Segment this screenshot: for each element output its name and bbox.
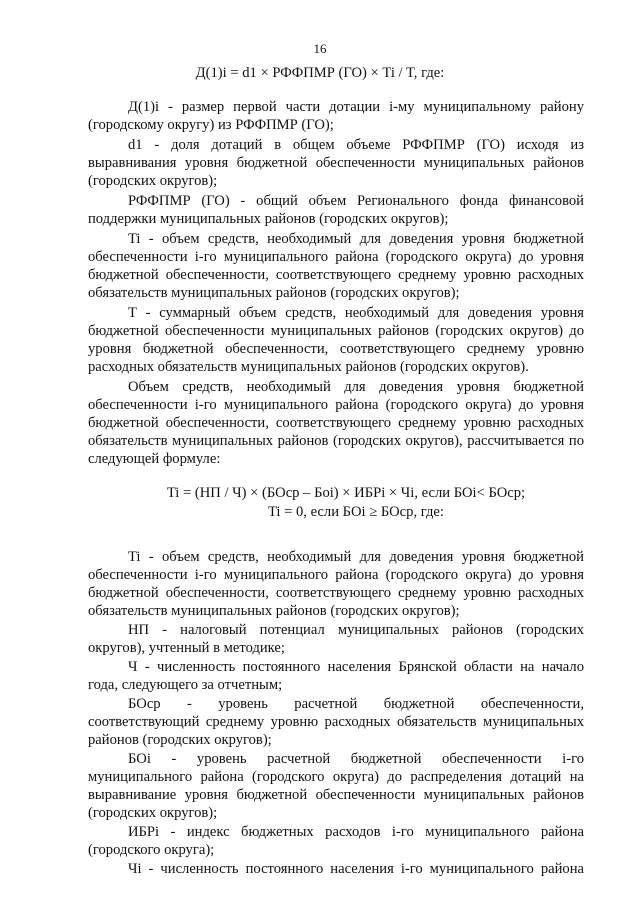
document-body (88, 98, 584, 879)
definition-chi: Чi - численность постоянного населения i-го муниципального района (128, 861, 584, 877)
definition-np: НП - налоговый потенциал муниципальных районов (городских округов), учтенный в методике; (88, 622, 584, 656)
paragraph-rffpmr-definition: РФФПМР (ГО) - общий объем Регионального фонда финансовой поддержки муниципальных районов (городских округов); (88, 193, 584, 227)
definition-boi: БОi - уровень расчетной бюджетной обеспеченности i-го муниципального района (городского округа) до распределения дотаций на выравнивание уровня бюджетной обеспеченности муниципальных районов (городских округов); (88, 751, 584, 821)
paragraph-t-definition: Т - суммарный объем средств, необходимый для доведения уровня бюджетной обеспеченности муниципальных районов (городских округов) до уровня бюджетной обеспеченности, соответствующего среднему уровню расходных обязательств муниципальных районов (городских округов). (88, 305, 584, 375)
paragraph-d1-definition: d1 - доля дотаций в общем объеме РФФПМР (ГО) исходя из выравнивания уровня бюджетной обеспеченности муниципальных районов (городских округов); (88, 137, 584, 189)
formula-ti-line-1: Ti = (НП / Ч) × (БОср – Боi) × ИБРi × Чi, если БОi< БОср; (166, 485, 526, 501)
definition-ibri: ИБРi - индекс бюджетных расходов i-го муниципального района (городского округа); (88, 824, 584, 858)
definition-ch: Ч - численность постоянного населения Брянской области на начало года, следующего за отчетным; (88, 659, 584, 693)
definition-bosr: БОср - уровень расчетной бюджетной обеспеченности, соответствующий среднему уровню расходных обязательств муниципальных районов (городских округов); (88, 696, 584, 748)
paragraph-d1i-definition: Д(1)i - размер первой части дотации i-му муниципальному району (городскому округу) из РФФПМР (ГО); (88, 99, 584, 133)
definitions-list (88, 548, 584, 878)
formula-subsidy-first-part: Д(1)i = d1 × РФФПМР (ГО) × Ti / T, где: (195, 65, 445, 81)
definition-ti: Ti - объем средств, необходимый для доведения уровня бюджетной обеспеченности i-го муниципального района (городского округа) до уровня бюджетной обеспеченности, соответствующего среднему уровню расходных обязательств муниципальных районов (городских округов); (88, 549, 584, 619)
page-number: 16 (313, 41, 327, 56)
paragraph-ti-definition: Ti - объем средств, необходимый для доведения уровня бюджетной обеспеченности i-го муниципального района (городского округа) до уровня бюджетной обеспеченности, соответствующего среднему уровню расходных обязательств муниципальных районов (городских округов); (88, 231, 584, 301)
formula-ti (88, 484, 584, 522)
paragraph-formula-intro: Объем средств, необходимый для доведения уровня бюджетной обеспеченности i-го муниципального района (городского округа) до уровня бюджетной обеспеченности, соответствующего среднему уровню расходных обязательств муниципальных районов (городских округов), рассчитывается по следующей формуле: (88, 379, 584, 467)
formula-ti-line-2: Ti = 0, если БОi ≥ БОср, где: (268, 504, 444, 520)
